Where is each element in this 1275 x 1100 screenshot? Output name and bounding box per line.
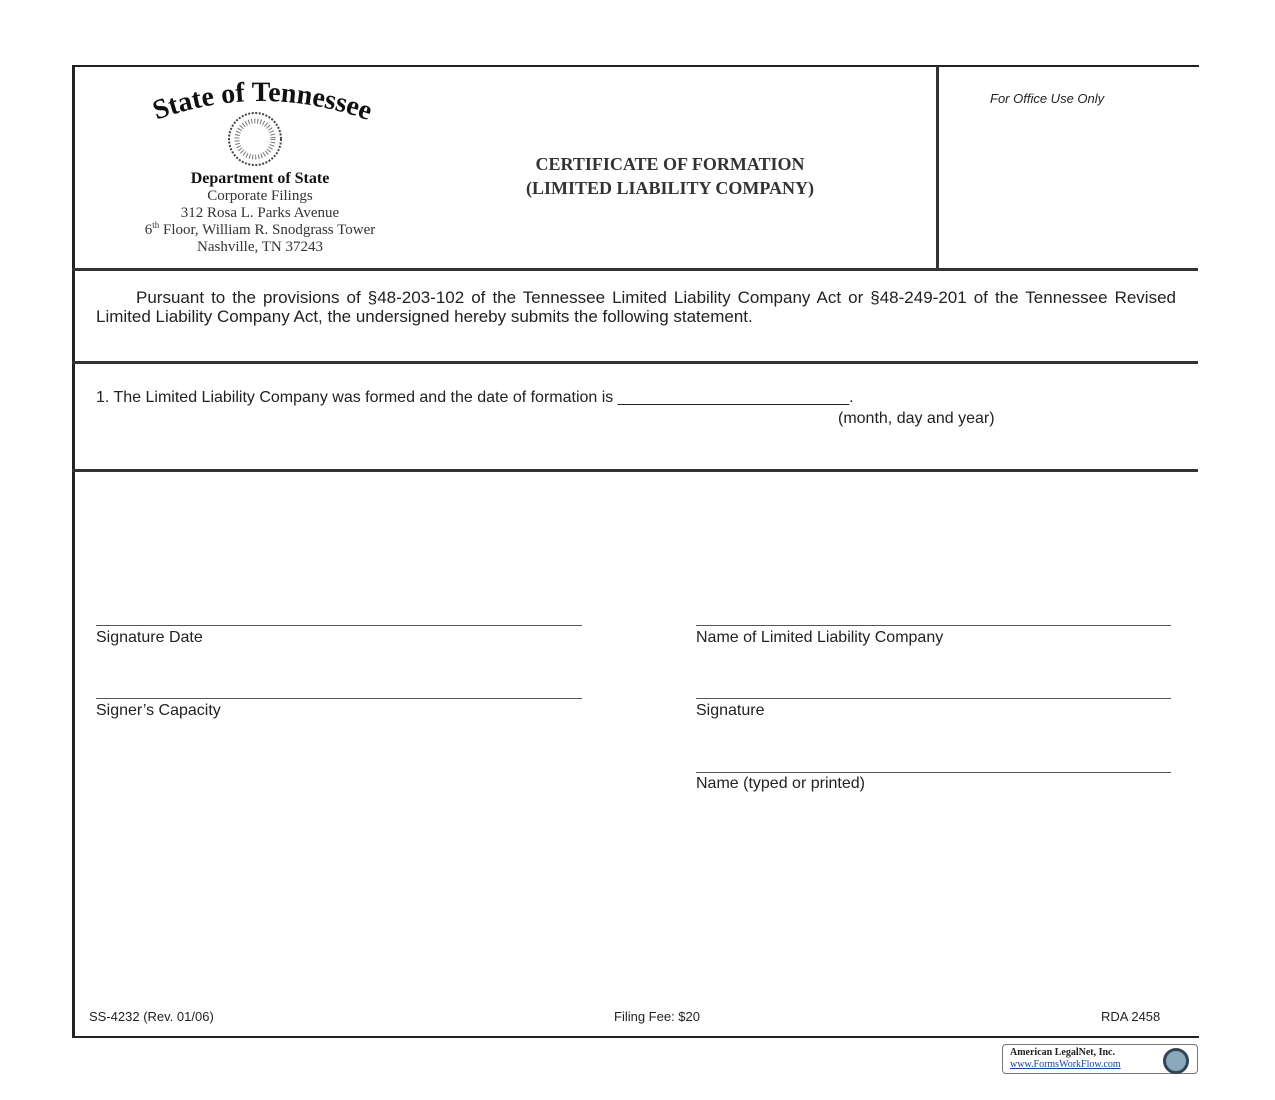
badge-link[interactable]: www.FormsWorkFlow.com: [1010, 1059, 1121, 1070]
rda-number: RDA 2458: [1101, 1009, 1161, 1024]
llc-name-label: Name of Limited Liability Company: [696, 629, 944, 646]
signer-capacity-label: Signer’s Capacity: [96, 702, 221, 719]
filing-fee: Filing Fee: $20: [614, 1009, 700, 1024]
signature-field[interactable]: [696, 698, 1171, 699]
form-number: SS-4232 (Rev. 01/06): [89, 1009, 214, 1024]
address-line: 312 Rosa L. Parks Avenue: [180, 205, 340, 221]
svg-text:State of Tennessee: State of Tennessee: [148, 76, 377, 127]
signature-label: Signature: [696, 702, 765, 719]
intro-paragraph: Pursuant to the provisions of §48-203-102 of the Tennessee Limited Liability Company Act or §48-249-201 of the Tennessee Revised Limited Liability Company Act, the undersigned hereby submits the following statement.: [96, 288, 1176, 326]
printed-name-label: Name (typed or printed): [696, 775, 865, 792]
division: Corporate Filings: [207, 188, 313, 204]
department-name: Department of State: [190, 170, 330, 187]
signature-date-field[interactable]: [96, 625, 582, 626]
printed-name-field[interactable]: [696, 772, 1171, 773]
state-seal-logo: [100, 76, 430, 168]
formation-date-item: 1. The Limited Liability Company was formed and the date of formation is __________________________.: [96, 389, 854, 406]
signer-capacity-field[interactable]: [96, 698, 582, 699]
divider: [72, 361, 1198, 364]
badge-company: American LegalNet, Inc.: [1010, 1047, 1115, 1058]
globe-icon: [1163, 1048, 1189, 1074]
signature-date-label: Signature Date: [96, 629, 203, 646]
form-title: CERTIFICATE OF FORMATION (LIMITED LIABILITY COMPANY): [525, 154, 815, 198]
legalnet-badge: [1002, 1044, 1198, 1074]
date-hint: (month, day and year): [838, 410, 995, 427]
address-line: Nashville, TN 37243: [197, 239, 323, 255]
divider: [936, 66, 939, 270]
divider: [72, 268, 1198, 271]
divider: [72, 469, 1198, 472]
address-line: 6th Floor, William R. Snodgrass Tower: [144, 220, 376, 238]
office-use-label: For Office Use Only: [990, 91, 1105, 106]
llc-name-field[interactable]: [696, 625, 1171, 626]
formation-date-field[interactable]: __________________________.: [617, 389, 854, 406]
